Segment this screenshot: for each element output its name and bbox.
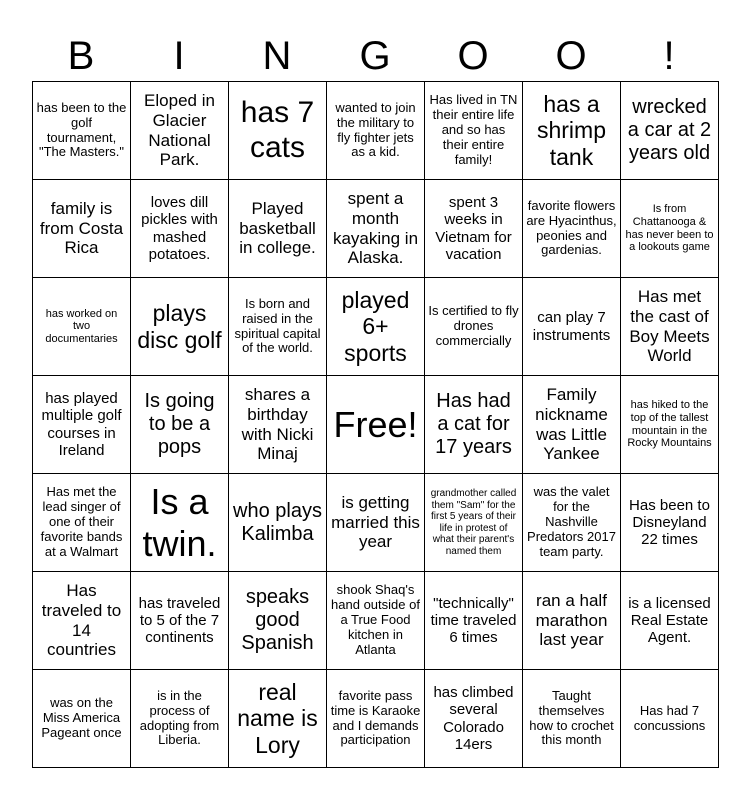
- bingo-cell[interactable]: was on the Miss America Pageant once: [33, 670, 131, 768]
- bingo-cell[interactable]: favorite flowers are Hyacinthus, peonies and gardenias.: [523, 180, 621, 278]
- header-letter-1: B: [67, 34, 95, 78]
- bingo-cell[interactable]: Has met the lead singer of one of their favorite bands at a Walmart: [33, 474, 131, 572]
- header-letter-4: G: [359, 34, 391, 78]
- board-row-7: [33, 670, 719, 768]
- bingo-cell[interactable]: Has lived in TN their entire life and so has their entire family!: [425, 82, 523, 180]
- bingo-cell[interactable]: plays disc golf: [131, 278, 229, 376]
- bingo-cell[interactable]: real name is Lory: [229, 670, 327, 768]
- bingo-cell[interactable]: has been to the golf tournament, "The Masters.": [33, 82, 131, 180]
- bingo-cell[interactable]: Has traveled to 14 countries: [33, 572, 131, 670]
- header-letter-2: I: [173, 34, 185, 78]
- bingo-cell[interactable]: wrecked a car at 2 years old: [621, 82, 719, 180]
- bingo-cell[interactable]: Has had a cat for 17 years: [425, 376, 523, 474]
- bingo-cell[interactable]: has a shrimp tank: [523, 82, 621, 180]
- bingo-cell[interactable]: Has had 7 concussions: [621, 670, 719, 768]
- bingo-cell[interactable]: Family nickname was Little Yankee: [523, 376, 621, 474]
- bingo-cell[interactable]: spent a month kayaking in Alaska.: [327, 180, 425, 278]
- bingo-cell[interactable]: Has met the cast of Boy Meets World: [621, 278, 719, 376]
- bingo-cell[interactable]: Is certified to fly drones commercially: [425, 278, 523, 376]
- board-row-3: [33, 278, 719, 376]
- bingo-cell[interactable]: has 7 cats: [229, 82, 327, 180]
- bingo-cell[interactable]: loves dill pickles with mashed potatoes.: [131, 180, 229, 278]
- free-space-cell[interactable]: Free!: [327, 376, 425, 474]
- bingo-cell[interactable]: shook Shaq's hand outside of a True Food kitchen in Atlanta: [327, 572, 425, 670]
- bingo-cell[interactable]: favorite pass time is Karaoke and I demands participation: [327, 670, 425, 768]
- header-letter-7: !: [663, 34, 675, 78]
- bingo-cell[interactable]: Is from Chattanooga & has never been to a lookouts game: [621, 180, 719, 278]
- bingo-cell[interactable]: can play 7 instruments: [523, 278, 621, 376]
- bingo-cell[interactable]: Played basketball in college.: [229, 180, 327, 278]
- bingo-cell[interactable]: has worked on two documentaries: [33, 278, 131, 376]
- bingo-cell[interactable]: shares a birthday with Nicki Minaj: [229, 376, 327, 474]
- bingo-cell[interactable]: Is a twin.: [131, 474, 229, 572]
- bingo-cell[interactable]: has climbed several Colorado 14ers: [425, 670, 523, 768]
- bingo-cell[interactable]: speaks good Spanish: [229, 572, 327, 670]
- bingo-cell[interactable]: who plays Kalimba: [229, 474, 327, 572]
- bingo-cell[interactable]: wanted to join the military to fly fighter jets as a kid.: [327, 82, 425, 180]
- bingo-cell[interactable]: spent 3 weeks in Vietnam for vacation: [425, 180, 523, 278]
- bingo-cell[interactable]: Is born and raised in the spiritual capital of the world.: [229, 278, 327, 376]
- bingo-cell[interactable]: has played multiple golf courses in Ireland: [33, 376, 131, 474]
- bingo-cell[interactable]: was the valet for the Nashville Predators 2017 team party.: [523, 474, 621, 572]
- board-row-6: [33, 572, 719, 670]
- bingo-cell[interactable]: has hiked to the top of the tallest mountain in the Rocky Mountains: [621, 376, 719, 474]
- bingo-cell[interactable]: has traveled to 5 of the 7 continents: [131, 572, 229, 670]
- bingo-cell[interactable]: "technically" time traveled 6 times: [425, 572, 523, 670]
- bingo-cell[interactable]: Eloped in Glacier National Park.: [131, 82, 229, 180]
- bingo-cell[interactable]: Has been to Disneyland 22 times: [621, 474, 719, 572]
- bingo-cell[interactable]: played 6+ sports: [327, 278, 425, 376]
- bingo-cell[interactable]: is a licensed Real Estate Agent.: [621, 572, 719, 670]
- bingo-cell[interactable]: grandmother called them "Sam" for the first 5 years of their life in protest of what their parent's named them: [425, 474, 523, 572]
- header-letter-5: O: [457, 34, 489, 78]
- bingo-cell[interactable]: Taught themselves how to crochet this month: [523, 670, 621, 768]
- board-row-5: [33, 474, 719, 572]
- bingo-cell[interactable]: Is going to be a pops: [131, 376, 229, 474]
- bingo-cell[interactable]: family is from Costa Rica: [33, 180, 131, 278]
- bingo-cell[interactable]: is getting married this year: [327, 474, 425, 572]
- header-letter-6: O: [555, 34, 587, 78]
- board-row-4: [33, 376, 719, 474]
- bingo-cell[interactable]: ran a half marathon last year: [523, 572, 621, 670]
- bingo-header: [32, 30, 718, 82]
- board-row-2: [33, 180, 719, 278]
- board-row-1: [33, 82, 719, 180]
- bingo-cell[interactable]: is in the process of adopting from Liberia.: [131, 670, 229, 768]
- header-letter-3: N: [262, 34, 292, 78]
- bingo-board: [32, 81, 719, 768]
